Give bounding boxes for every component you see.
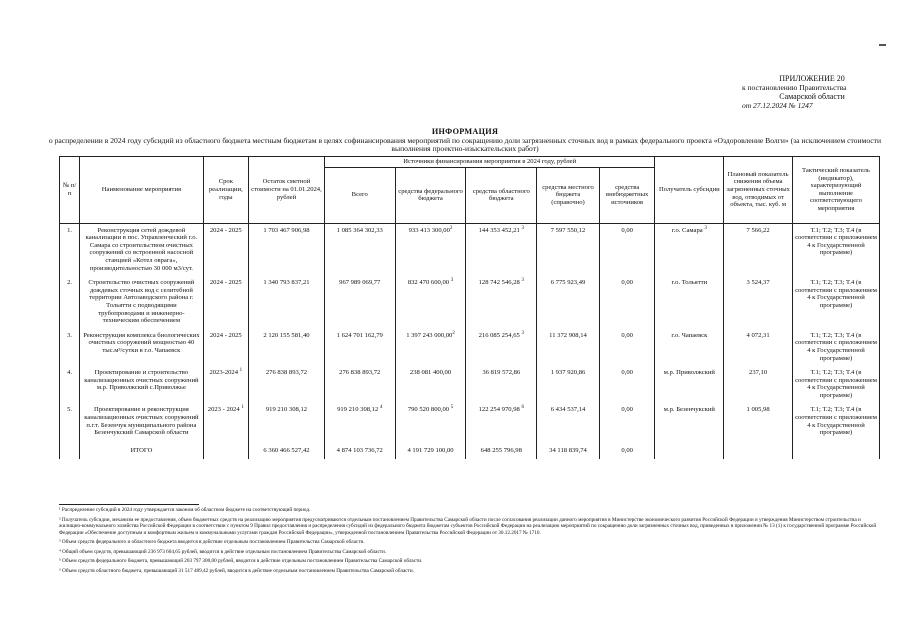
cell-indicator: Т.1; Т.2; Т.3; Т.4 (в соответствии с приложением 4 к Государственной программе) — [792, 223, 879, 276]
header-regional: средства областного бюджета — [466, 167, 537, 223]
cell-indicator: Т.1; Т.2; Т.3; Т.4 (в соответствии с приложением 4 к Государственной программе) — [792, 366, 879, 403]
cell-total: 1 624 701 162,79 — [324, 329, 395, 366]
cell-num: 1. — [60, 223, 80, 276]
cell-planned: 4 072,31 — [724, 329, 793, 366]
footnote-3: ³ Объем средств федерального и областного бюджета вводится в действие отдельным постановлением Правительства Самарской области. — [59, 539, 365, 545]
regional-value: 216 085 254,65 — [478, 331, 520, 339]
regional-value: 128 742 546,28 — [478, 279, 520, 287]
footnote-6: ⁶ Объем средств областного бюджета, превышающий 31 517 489,42 рублей, вводится в действие отдельным постановлением Правительства Самарской области. — [59, 567, 414, 574]
cell-num: 4. — [60, 366, 80, 403]
header-period: Срок реализации, годы — [203, 157, 248, 224]
federal-value: 933 413 300,00 — [408, 226, 450, 234]
cell-recipient: г.о. Чапаевск — [655, 329, 724, 366]
cell-local: 7 597 550,12 — [537, 223, 600, 276]
cell-regional — [466, 403, 537, 440]
cell-indicator: Т.1; Т.2; Т.3; Т.4 (в соответствии с приложением 4 к Государственной программе) — [792, 403, 879, 440]
appendix-line2: Самарской области — [779, 92, 845, 101]
cell-local: 6 775 923,49 — [537, 276, 600, 329]
header-sources-group: Источники финансирования мероприятия в 2024 году, рублей — [324, 157, 655, 168]
regional-value: 144 353 452,21 — [478, 226, 520, 234]
table-row — [60, 276, 880, 329]
cell-total: 1 085 364 302,33 — [324, 223, 395, 276]
table-header-row — [60, 157, 880, 168]
cell-planned: 237,10 — [724, 366, 793, 403]
appendix-line1: к постановлению Правительства — [742, 83, 847, 92]
header-federal: средства федерального бюджета — [395, 167, 466, 223]
header-extra: средства внебюджетных источников — [599, 167, 655, 223]
footnote-ref: 3 — [521, 225, 524, 231]
cell-extra: 0,00 — [599, 366, 655, 403]
footnote-4: ⁴ Общий объем средств, превышающий 236 973 604,65 рублей, вводится в действие отдельным постановлением Правительства Самарской области. — [59, 548, 387, 555]
period-value: 2023 - 2024 — [207, 406, 240, 414]
cell-regional — [466, 329, 537, 366]
footnote-ref: 5 — [450, 405, 454, 411]
cell-name: Проектирование и строительство канализационных очистных сооружений м.р. Приволжский с.Приволжье — [80, 366, 203, 403]
cell-period: 2024 - 2025 — [203, 329, 248, 366]
cell-recipient: м.р. Приволжский — [655, 366, 724, 403]
cell-indicator: Т.1; Т.2; Т.3; Т.4 (в соответствии с приложением 4 к Государственной программе) — [792, 276, 879, 329]
table-row — [60, 403, 880, 440]
header-total: Всего — [324, 167, 395, 223]
footnote-1: ¹ Распределение субсидий в 2024 году утверждается законом об областном бюджете на соответствующий период. — [59, 507, 311, 513]
footnote-ref: 4 — [379, 405, 383, 411]
footnote-5: ⁵ Объем средств федерального бюджета, превышающий 203 797 300,00 рублей, вводится в действие отдельным постановлением Правительства Самарской области. — [59, 558, 423, 564]
cell-regional — [466, 223, 537, 276]
cell-local: 1 937 920,86 — [537, 366, 600, 403]
cell-period: 2024 - 2025 — [203, 276, 248, 329]
cell-total — [324, 403, 395, 440]
header-planned: Плановый показатель снижения объема загрязненных сточных вод, отводимых от объекта, тыс. куб. м — [724, 157, 793, 224]
cell-period: 2024 - 2025 — [203, 223, 248, 276]
total-regional: 648 255 796,98 — [466, 441, 537, 460]
cell-extra: 0,00 — [599, 403, 655, 440]
heading-title: ИНФОРМАЦИЯ — [431, 127, 499, 136]
total-total: 4 874 103 736,72 — [324, 441, 395, 460]
footnote-ref: 3 — [521, 330, 524, 336]
footnote-ref: 6 — [521, 405, 524, 411]
cell-extra: 0,00 — [599, 223, 655, 276]
footnote-ref: 3 — [521, 277, 524, 283]
cell-period — [203, 366, 248, 403]
appendix-date-line: от 27.12.2024 № 1247 — [742, 101, 813, 110]
cell-num: 5. — [60, 403, 80, 440]
cell-local: 11 372 908,14 — [537, 329, 600, 366]
cell-num: 3. — [60, 329, 80, 366]
cell-extra: 0,00 — [599, 276, 655, 329]
table-row — [60, 329, 880, 366]
table-row — [60, 366, 880, 403]
cell-planned: 1 005,98 — [724, 403, 793, 440]
table-row — [60, 223, 880, 276]
cell-num: 2. — [60, 276, 80, 329]
cell-federal — [395, 329, 466, 366]
page-mark — [879, 44, 886, 46]
total-cost: 6 360 466 527,42 — [249, 441, 325, 460]
header-cost: Остаток сметной стоимости на 01.01.2024, рублей — [249, 157, 325, 224]
header-local: средства местного бюджета (справочно) — [537, 167, 600, 223]
cell-recipient: м.р. Безенчукский — [655, 403, 724, 440]
footnote-ref: 3 — [450, 277, 454, 283]
footnote-2: ² Получатель субсидии, механизм ее предоставления, объем бюджетных средств на реализацию мероприятия предусматриваются отдельным постановлением Правительства Самарской области после согласования реализации данного мероприятия в Министерстве экономического развития Российской Федерации и утверждения Министерством строительства и жилищно-коммунального хозяйства Российской Федерации в соответствии с пунктом 9 Правил предоставления и распределения субсидий из федерального бюджета бюджетам субъектов Российской Федерации на реализацию мероприятий по сокращению доли загрязненных сточных вод, приведенных в приложении № 13 (1) к государственной программе Российской Федерации «Обеспечение доступным и комфортным жильем и коммунальными услугами граждан Российской Федерации», утвержденной постановлением Правительства Российской Федерации от 30.12.2017 № 1710. — [59, 516, 877, 536]
footnote-ref: 2 — [452, 330, 455, 336]
header-name: Наименование мероприятия — [80, 157, 203, 224]
federal-value: 790 520 800,00 — [407, 406, 450, 414]
total-local: 34 118 839,74 — [537, 441, 600, 460]
recipient-value: г.о. Самара — [671, 226, 703, 234]
document-heading — [40, 128, 890, 154]
cell-federal: 238 081 400,00 — [395, 366, 466, 403]
cell-planned: 3 524,37 — [724, 276, 793, 329]
cell-period — [203, 403, 248, 440]
cell-name: Реконструкция сетей дождевой канализации в пос. Управленческий г.о. Самара со строительством очистных сооружений со встроенной насосной станцией «Котел оврага», производительностью 30 000 м3/сут. — [80, 223, 203, 276]
cell-cost: 1 703 467 906,98 — [249, 223, 325, 276]
appendix-block — [742, 74, 882, 110]
total-extra: 0,00 — [599, 441, 655, 460]
cell-recipient: г.о. Тольятти — [655, 276, 724, 329]
heading-text: о распределении в 2024 году субсидий из областного бюджета местным бюджетам в целях софинансирования мероприятий по сокращению доли загрязненных сточных вод в рамках федерального проекта «Оздоровление Волги» (за исключением стоимости выполнения проектно-изыскательских работ) — [48, 135, 882, 154]
footnote-separator — [59, 504, 199, 505]
total-federal: 4 191 729 100,00 — [395, 441, 466, 460]
footnote-ref: 1 — [241, 405, 244, 411]
total-label: ИТОГО — [80, 441, 203, 460]
cell-regional — [466, 276, 537, 329]
cell-name: Реконструкция комплекса биологических очистных сооружений мощностью 40 тыс.м³/сутки в г.о. Чапаевск — [80, 329, 203, 366]
cell-local: 6 434 537,14 — [537, 403, 600, 440]
table-total-row — [60, 441, 880, 460]
footnote-ref: 1 — [239, 367, 243, 373]
federal-value: 1 397 243 000,00 — [406, 331, 453, 339]
cell-indicator: Т.1; Т.2; Т.3; Т.4 (в соответствии с приложением 4 к Государственной программе) — [792, 329, 879, 366]
cell-name: Проектирование и реконструкция канализационных очистных сооружений п.г.т. Безенчук муниципального района Безенчукский Самарской области — [80, 403, 203, 440]
footnote-ref: 3 — [704, 225, 707, 231]
cell-name: Строительство очистных сооружений дождевых сточных вод с селитебной территории Автозаводского района г. Тольятти с подводящими трубопроводами и инженерно-техническим обеспечением — [80, 276, 203, 329]
period-value: 2023-2024 — [209, 369, 239, 377]
cell-federal — [395, 403, 466, 440]
cell-total: 967 989 069,77 — [324, 276, 395, 329]
header-recipient: Получатель субсидии — [655, 157, 724, 224]
footnote-ref: 2 — [449, 225, 453, 231]
cell-federal — [395, 223, 466, 276]
cell-regional: 36 819 572,86 — [466, 366, 537, 403]
cell-extra: 0,00 — [599, 329, 655, 366]
footnotes — [59, 504, 879, 577]
cell-total: 276 838 893,72 — [324, 366, 395, 403]
header-indicator: Тактический показатель (индикатор), характеризующий выполнение соответствующего мероприятия — [792, 157, 879, 224]
regional-value: 122 254 970,98 — [478, 406, 520, 414]
cell-cost: 2 120 155 581,40 — [249, 329, 325, 366]
total-value: 919 210 308,12 — [337, 406, 379, 414]
cell-recipient — [655, 223, 724, 276]
cell-cost: 1 340 793 837,21 — [249, 276, 325, 329]
header-num: № п/п — [60, 157, 80, 224]
cell-cost: 919 210 308,12 — [249, 403, 325, 440]
cell-federal — [395, 276, 466, 329]
federal-value: 832 470 600,00 — [407, 279, 450, 287]
subsidy-table — [59, 156, 880, 459]
cell-planned: 7 566,22 — [724, 223, 793, 276]
appendix-title: ПРИЛОЖЕНИЕ 20 — [779, 74, 845, 83]
cell-cost: 276 838 893,72 — [249, 366, 325, 403]
